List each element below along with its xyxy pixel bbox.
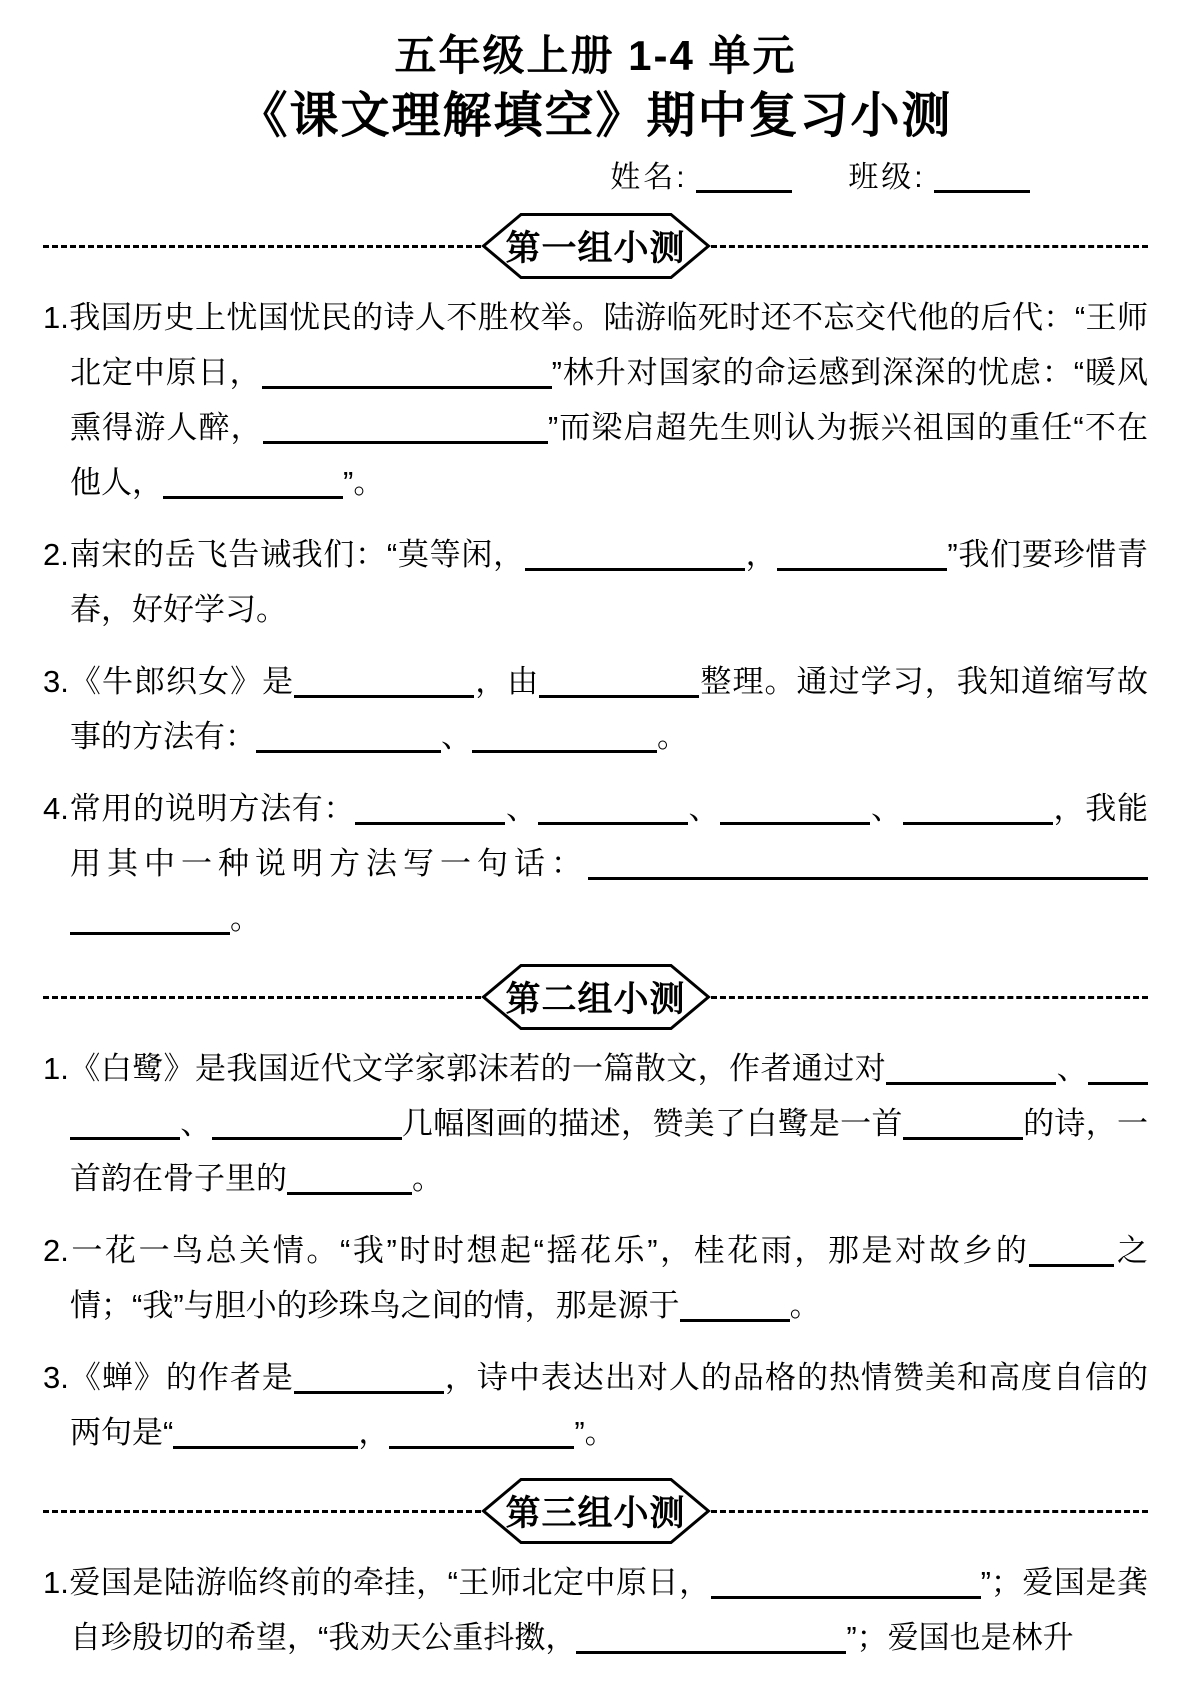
section-badge [481, 1477, 711, 1545]
question-text: ”。 [343, 465, 385, 500]
section-divider [43, 1477, 1148, 1545]
section-badge [481, 963, 711, 1031]
question-text: ”。 [574, 1415, 616, 1450]
question [43, 654, 1148, 764]
section-title: 第三组小测 [505, 1494, 686, 1533]
student-info-row [43, 156, 1148, 200]
question [43, 290, 1148, 510]
question-text: 3.《蝉》的作者是 [43, 1360, 294, 1395]
question [43, 1555, 1148, 1665]
question-text: 。 [412, 1161, 443, 1196]
question-text: 。 [230, 901, 261, 936]
question-text: ”我们要珍惜青春，好好学习。 [70, 537, 1149, 627]
fill-in-blank[interactable] [389, 1446, 574, 1449]
fill-in-blank[interactable] [588, 877, 1148, 880]
fill-in-blank[interactable] [262, 386, 552, 389]
fill-in-blank[interactable] [173, 1446, 358, 1449]
fill-in-blank[interactable] [256, 750, 441, 753]
dashed-rule-left [43, 245, 481, 248]
fill-in-blank[interactable] [576, 1651, 846, 1654]
page-title-line1: 五年级上册 1-4 单元 [394, 32, 797, 79]
fill-in-blank[interactable] [1088, 1082, 1148, 1085]
question-text: ， [744, 537, 778, 572]
class-label: 班级: [848, 161, 926, 194]
name-label: 姓名: [610, 161, 688, 194]
section-badge [481, 212, 711, 280]
fill-in-blank[interactable] [355, 822, 505, 825]
question-text: 、 [441, 719, 472, 754]
question-text: 1.《白鹭》是我国近代文学家郭沫若的一篇散文，作者通过对 [43, 1051, 887, 1086]
question-text: 之情；“我”与胆小的珍珠鸟之间的情，那是源于 [70, 1233, 1148, 1323]
section-title: 第一组小测 [505, 229, 686, 268]
question-text: 2.南宋的岳飞告诫我们：“莫等闲， [43, 537, 525, 572]
fill-in-blank[interactable] [680, 1319, 790, 1322]
fill-in-blank[interactable] [70, 932, 230, 935]
question [43, 1041, 1148, 1206]
question-text: ”；爱国是龚自珍殷切的希望，“我劝天公重抖擞， [70, 1565, 1148, 1655]
fill-in-blank[interactable] [886, 1082, 1056, 1085]
fill-in-blank[interactable] [163, 496, 343, 499]
question-text: 。 [789, 1288, 821, 1323]
question-text: 4.常用的说明方法有： [43, 791, 356, 826]
class-blank[interactable] [934, 190, 1030, 193]
dashed-rule-left [43, 1510, 481, 1513]
name-blank[interactable] [696, 190, 792, 193]
fill-in-blank[interactable] [539, 695, 699, 698]
fill-in-blank[interactable] [212, 1137, 402, 1140]
question-text: 1.我国历史上忧国忧民的诗人不胜枚举。陆游临死时还不忘交代他的后代：“王师北定中原日， [43, 300, 1148, 390]
sections-container [43, 212, 1148, 1665]
question-text: ，我能用其中一种说明方法写一句话： [70, 791, 1149, 881]
question-text: 。 [657, 719, 688, 754]
fill-in-blank[interactable] [263, 441, 548, 444]
question [43, 1350, 1148, 1460]
fill-in-blank[interactable] [294, 695, 474, 698]
question-text: 的诗，一首韵在骨子里的 [70, 1106, 1149, 1196]
dashed-rule-right [711, 245, 1149, 248]
fill-in-blank[interactable] [1029, 1264, 1114, 1267]
question-text: 3.《牛郎织女》是 [43, 664, 295, 699]
dashed-rule-right [711, 1510, 1149, 1513]
fill-in-blank[interactable] [903, 822, 1053, 825]
question-text: 、 [1056, 1051, 1088, 1086]
fill-in-blank[interactable] [711, 1596, 981, 1599]
question-text: 整理。通过学习，我知道缩写故事的方法有： [70, 664, 1148, 754]
question-text: 2.一花一鸟总关情。“我”时时想起“摇花乐”，桂花雨，那是对故乡的 [43, 1233, 1030, 1268]
fill-in-blank[interactable] [903, 1137, 1023, 1140]
section-divider [43, 963, 1148, 1031]
section-divider [43, 212, 1148, 280]
question-text: ”而梁启超先生则认为振兴祖国的重任“不在他人， [70, 410, 1148, 500]
fill-in-blank[interactable] [538, 822, 688, 825]
question-text: 、 [687, 791, 721, 826]
fill-in-blank[interactable] [777, 568, 947, 571]
question-text: 1.爱国是陆游临终前的牵挂，“王师北定中原日， [43, 1565, 711, 1600]
question-text: 、 [870, 791, 903, 826]
question-text: 几幅图画的描述，赞美了白鹭是一首 [401, 1106, 903, 1141]
page-title-line2: 《课文理解填空》期中复习小测 [238, 89, 953, 143]
question-text: ”；爱国也是林升 [846, 1620, 1074, 1655]
dashed-rule-right [711, 996, 1149, 999]
fill-in-blank[interactable] [70, 1137, 180, 1140]
question-text: ， [358, 1415, 390, 1450]
fill-in-blank[interactable] [472, 750, 657, 753]
question-text: ”林升对国家的命运感到深深的忧虑：“暖风熏得游人醉， [70, 355, 1148, 445]
question [43, 527, 1148, 637]
question-text: 、 [505, 791, 538, 826]
question-text: ，由 [474, 664, 540, 699]
question-text: ，诗中表达出对人的品格的热情赞美和高度自信的两句是“ [70, 1360, 1148, 1450]
fill-in-blank[interactable] [720, 822, 870, 825]
question [43, 781, 1148, 946]
question [43, 1223, 1148, 1333]
question-text: 、 [180, 1106, 212, 1141]
fill-in-blank[interactable] [287, 1192, 412, 1195]
dashed-rule-left [43, 996, 481, 999]
fill-in-blank[interactable] [525, 568, 745, 571]
section-title: 第二组小测 [505, 980, 686, 1019]
fill-in-blank[interactable] [294, 1391, 444, 1394]
